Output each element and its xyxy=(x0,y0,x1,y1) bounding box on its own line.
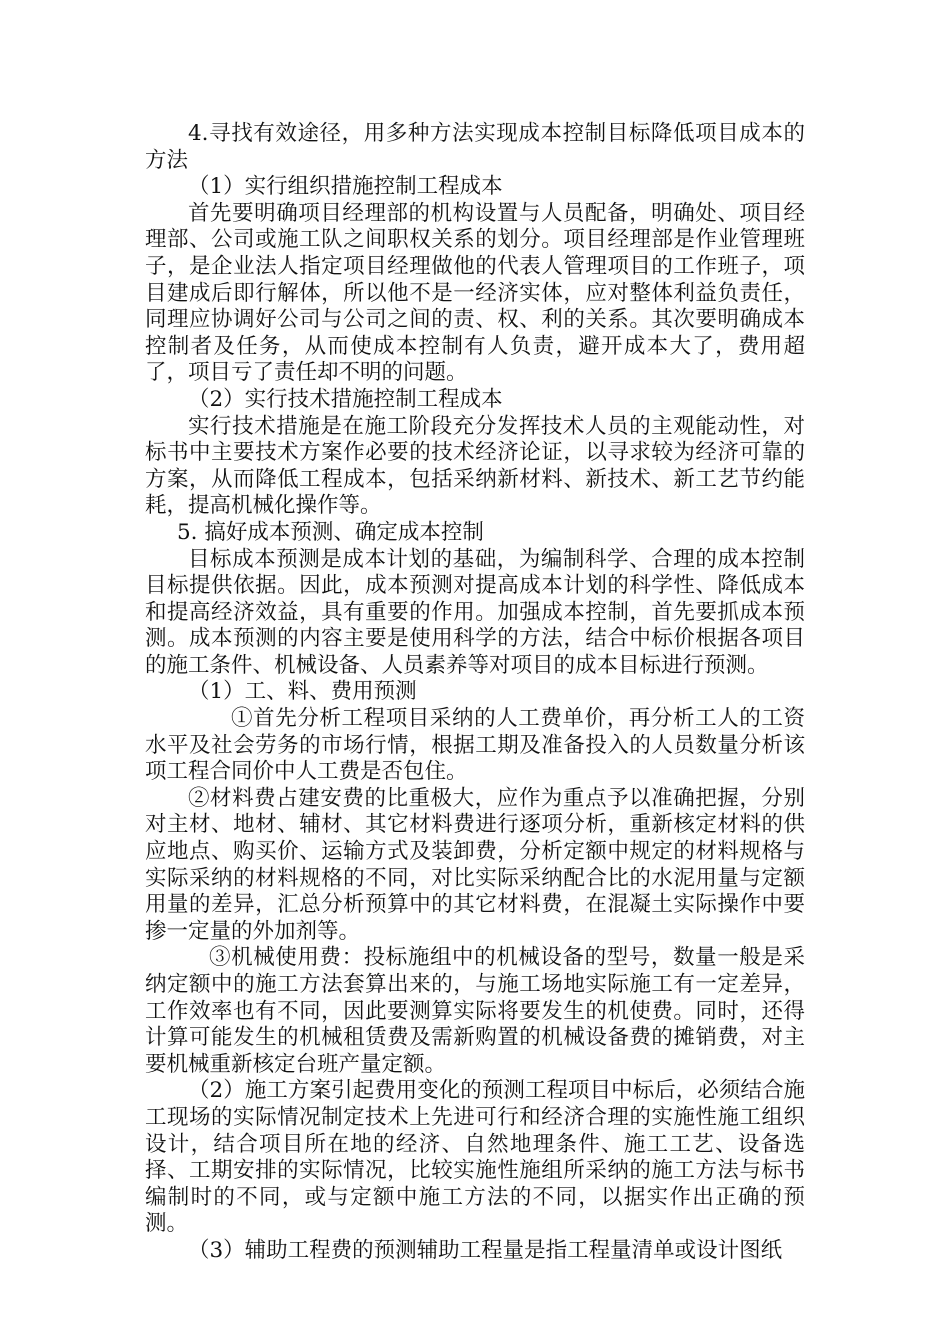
section-heading-5: 5. 搞好成本预测、确定成本控制 xyxy=(177,519,484,545)
paragraph-technical-measures: 实行技术措施是在施工阶段充分发挥技术人员的主观能动性，对标书中主要技术方案作必要的技术经济论证，以寻求较为经济可靠的方案，从而降低工程成本，包括采纳新材料、新技术、新工艺节约能耗，提高机械化操作等。 xyxy=(145,413,805,519)
paragraph-auxiliary-works-forecast: （3）辅助工程费的预测辅助工程量是指工程量清单或设计图纸 xyxy=(188,1237,783,1263)
section-heading-4: 4.寻找有效途径，用多种方法实现成本控制目标降低项目成本的方法 xyxy=(145,121,805,173)
subheading-organizational-measures: （1）实行组织措施控制工程成本 xyxy=(188,174,503,200)
paragraph-labor-cost: ①首先分析工程项目采纳的人工费单价，再分析工人的工资水平及社会劳务的市场行情，根据工期及准备投入的人员数量分析该项工程合同价中人工费是否包住。 xyxy=(145,706,805,785)
document-page xyxy=(145,121,805,1265)
paragraph-organizational-measures: 首先要明确项目经理部的机构设置与人员配备，明确处、项目经理部、公司或施工队之间职权关系的划分。项目经理部是作业管理班子，是企业法人指定项目经理做他的代表人管理项目的工作班子，项目建成后即行解体，所以他不是一经济实体，应对整体利益负责任，同理应协调好公司与公司之间的责、权、利的关系。其次要明确成本控制者及任务，从而使成本控制有人负责，避开成本大了，费用超了，项目亏了责任却不明的问题。 xyxy=(145,200,805,386)
subheading-technical-measures: （2）实行技术措施控制工程成本 xyxy=(188,386,503,412)
paragraph-cost-forecast: 目标成本预测是成本计划的基础，为编制科学、合理的成本控制目标提供依据。因此，成本预测对提高成本计划的科学性、降低成本和提高经济效益，具有重要的作用。加强成本控制，首先要抓成本预测。成本预测的内容主要是使用科学的方法，结合中标价根据各项目的施工条件、机械设备、人员素养等对项目的成本目标进行预测。 xyxy=(145,546,805,678)
subheading-labor-material-forecast: （1）工、料、费用预测 xyxy=(188,679,417,705)
paragraph-construction-plan-forecast: （2）施工方案引起费用变化的预测工程项目中标后，必须结合施工现场的实际情况制定技术上先进可行和经济合理的实施性施工组织设计，结合项目所在地的经济、自然地理条件、施工工艺、设备选择、工期安排的实际情况，比较实施性施组所采纳的施工方法与标书编制时的不同，或与定额中施工方法的不同，以据实作出正确的预测。 xyxy=(145,1078,805,1237)
paragraph-machinery-cost: ③机械使用费：投标施组中的机械设备的型号，数量一般是采纳定额中的施工方法套算出来的，与施工场地实际施工有一定差异，工作效率也有不同，因此要测算实际将要发生的机使费。同时，还得计算可能发生的机械租赁费及需新购置的机械设备费的摊销费，对主要机械重新核定台班产量定额。 xyxy=(145,945,805,1077)
paragraph-material-cost: ②材料费占建安费的比重极大，应作为重点予以准确把握，分别对主材、地材、辅材、其它材料费进行逐项分析，重新核定材料的供应地点、购买价、运输方式及装卸费，分析定额中规定的材料规格与实际采纳的材料规格的不同，对比实际采纳配合比的水泥用量与定额用量的差异，汇总分析预算中的其它材料费，在混凝土实际操作中要掺一定量的外加剂等。 xyxy=(145,785,805,944)
